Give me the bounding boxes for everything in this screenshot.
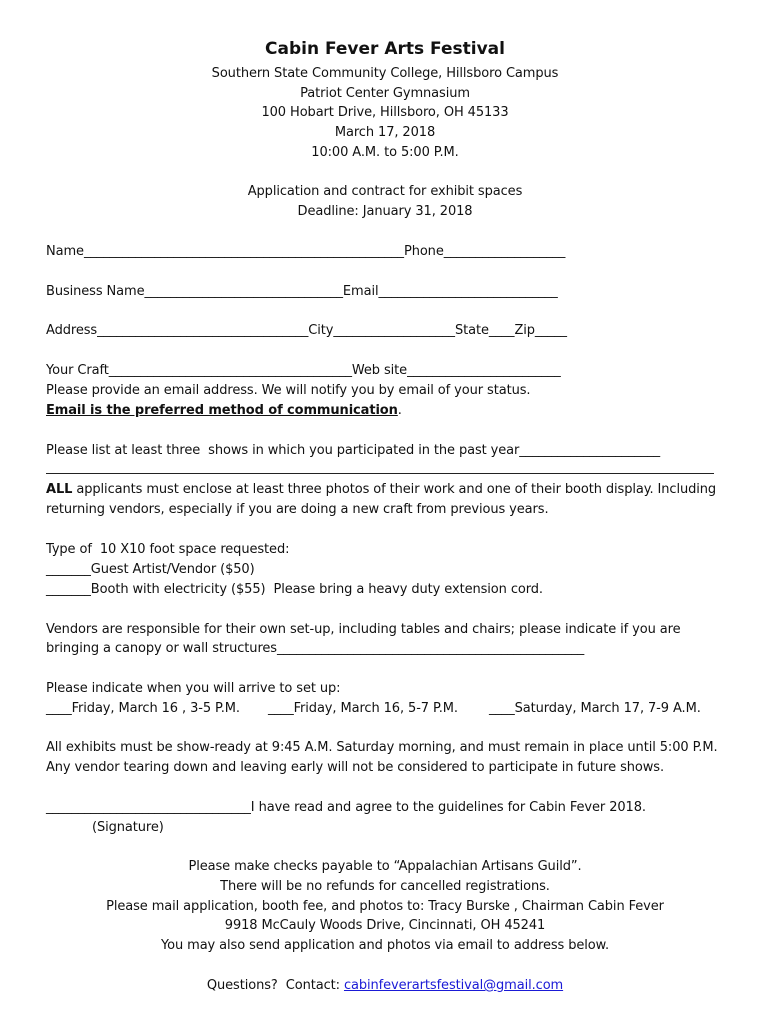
email-option-note: You may also send application and photos via email to address below. [160, 938, 610, 953]
arrival-option-friday-3-5[interactable]: ____Friday, March 16 , 3-5 P.M. [46, 701, 240, 716]
mailing-address: 9918 McCauly Woods Drive, Cincinnati, OH 45241 [224, 918, 546, 933]
photos-requirement-text: applicants must enclose at least three photos of their work and one of their booth display. Including [72, 482, 717, 497]
email-preferred-emphasis: Email is the preferred method of communication [46, 403, 398, 418]
space-option-electricity[interactable]: _______Booth with electricity ($55) Please bring a heavy duty extension cord. [46, 582, 543, 597]
event-date: March 17, 2018 [334, 125, 436, 140]
contact-label: Questions? Contact: [206, 978, 344, 993]
canopy-field[interactable]: bringing a canopy or wall structures________________________________________________ [46, 641, 585, 656]
photos-requirement-line-2: returning vendors, especially if you are doing a new craft from previous years. [46, 502, 549, 517]
venue-address: 100 Hobart Drive, Hillsboro, OH 45133 [261, 105, 509, 120]
email-preferred-note [46, 401, 402, 420]
past-shows-blank-line[interactable] [46, 473, 714, 474]
form-subtitle: Application and contract for exhibit spaces [247, 184, 523, 199]
email-note: Please provide an email address. We will notify you by email of your status. [46, 383, 531, 398]
contact-email-link[interactable]: cabinfeverartsfestival@gmail.com [343, 978, 564, 993]
deadline: Deadline: January 31, 2018 [297, 204, 473, 219]
payment-payable: Please make checks payable to “Appalachian Artisans Guild”. [188, 859, 582, 874]
festival-title: Cabin Fever Arts Festival [265, 39, 505, 59]
arrival-heading: Please indicate when you will arrive to set up: [46, 681, 341, 696]
arrival-option-saturday[interactable]: ____Saturday, March 17, 7-9 A.M. [489, 701, 701, 716]
event-hours: 10:00 A.M. to 5:00 P.M. [311, 145, 459, 160]
email-preferred-period: . [397, 403, 402, 418]
show-ready-rule: All exhibits must be show-ready at 9:45 A.M. Saturday morning, and must remain in place until 5:00 P.M. [46, 740, 718, 755]
all-emphasis: ALL [46, 482, 73, 497]
past-shows-field[interactable]: Please list at least three shows in which you participated in the past year______________________ [46, 443, 661, 458]
signature-line[interactable]: ________________________________I have read and agree to the guidelines for Cabin Fever 2018. [46, 800, 646, 815]
space-option-guest-artist[interactable]: _______Guest Artist/Vendor ($50) [46, 562, 255, 577]
signature-label: (Signature) [92, 820, 164, 835]
photos-requirement-line-1 [46, 480, 716, 499]
contact-line [0, 976, 770, 995]
business-email-field[interactable]: Business Name_______________________________Email____________________________ [46, 284, 558, 299]
early-leave-rule: Any vendor tearing down and leaving early will not be considered to participate in future shows. [46, 760, 664, 775]
venue-line-2: Patriot Center Gymnasium [300, 86, 470, 101]
arrival-option-friday-5-7[interactable]: ____Friday, March 16, 5-7 P.M. [268, 701, 458, 716]
refund-policy: There will be no refunds for cancelled registrations. [220, 879, 550, 894]
setup-note-line-1: Vendors are responsible for their own set-up, including tables and chairs; please indicate if you are [46, 622, 681, 637]
space-type-heading: Type of 10 X10 foot space requested: [46, 542, 290, 557]
craft-website-field[interactable]: Your Craft______________________________________Web site________________________ [46, 363, 561, 378]
venue-line-1: Southern State Community College, Hillsboro Campus [211, 66, 559, 81]
address-field[interactable]: Address_________________________________City___________________State____Zip_____ [46, 323, 567, 338]
name-phone-field[interactable]: Name__________________________________________________Phone___________________ [46, 244, 566, 259]
mail-instructions: Please mail application, booth fee, and photos to: Tracy Burske , Chairman Cabin Fever [106, 899, 664, 914]
